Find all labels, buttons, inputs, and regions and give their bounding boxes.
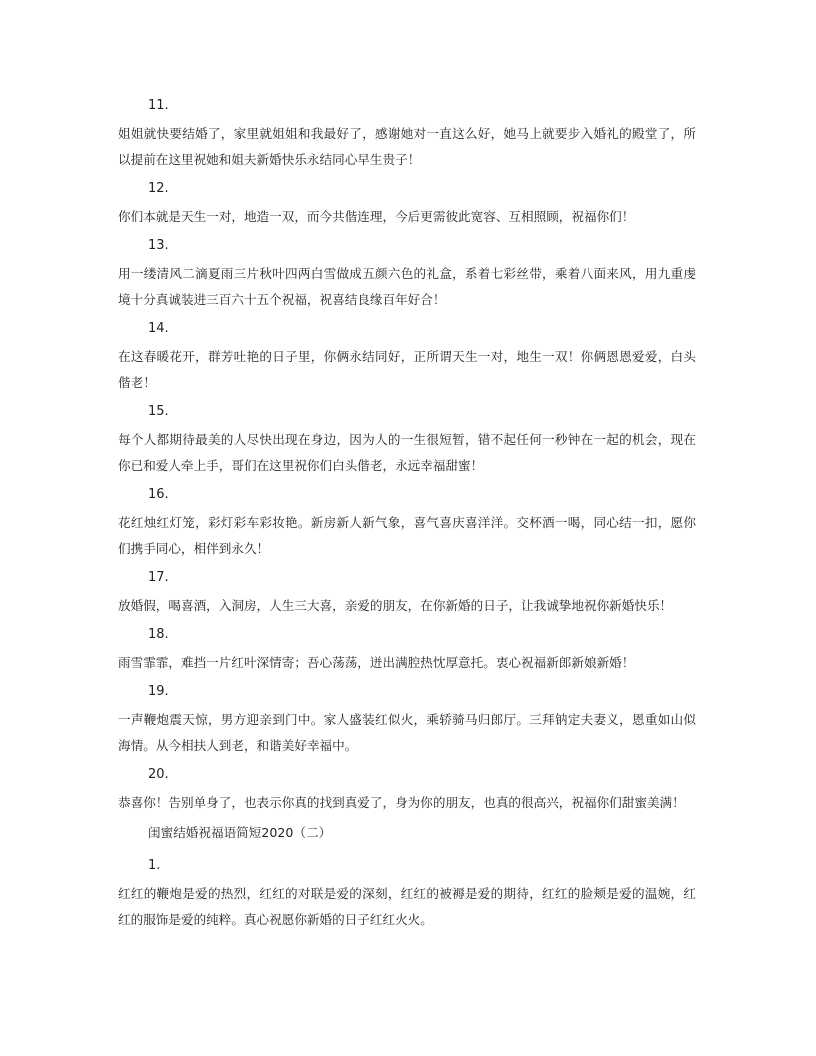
item-number: 17. [148,570,169,585]
item-number: 11. [148,98,169,113]
item-number: 13. [148,238,169,253]
list-item [118,402,696,479]
section-heading: 闺蜜结婚祝福语简短2020（二） [148,825,332,840]
list-item [118,319,696,396]
item-text: 放婚假，喝喜酒，入洞房，人生三大喜，亲爱的朋友，在你新婚的日子，让我诚挚地祝你新婚快乐！ [118,598,673,613]
item-number: 19. [148,684,169,699]
item-text: 雨雪霏霏，难挡一片红叶深情寄；吾心荡荡，迸出满腔热忱厚意托。衷心祝福新郎新娘新婚！ [118,655,635,670]
item-text: 恭喜你！告别单身了，也表示你真的找到真爱了，身为你的朋友，也真的很高兴，祝福你们甜蜜美满！ [118,795,685,810]
item-number: 14. [148,321,169,336]
item-number: 12. [148,181,169,196]
list-item [118,96,696,173]
item-text: 在这春暖花开，群芳吐艳的日子里，你俩永结同好，正所谓天生一对，地生一双！你俩恩恩爱爱，白头偕老！ [118,349,696,390]
item-text: 姐姐就快要结婚了，家里就姐姐和我最好了，感谢她对一直这么好，她马上就要步入婚礼的殿堂了，所以提前在这里祝她和姐夫新婚快乐永结同心早生贵子！ [118,126,696,167]
item-text: 花红烛红灯笼，彩灯彩车彩妆艳。新房新人新气象，喜气喜庆喜洋洋。交杯酒一喝，同心结一扣，愿你们携手同心，相伴到永久！ [118,515,696,556]
list-item [118,856,696,933]
list-item [118,568,696,619]
item-text: 每个人都期待最美的人尽快出现在身边，因为人的一生很短暂，错不起任何一秒钟在一起的机会，现在你已和爱人牵上手，哥们在这里祝你们白头偕老，永远幸福甜蜜！ [118,432,696,473]
list-item [118,485,696,562]
item-number: 20. [148,767,169,782]
item-text: 你们本就是天生一对，地造一双，而今共偕连理，今后更需彼此宽容、互相照顾，祝福你们！ [118,209,635,224]
item-number: 16. [148,487,169,502]
item-text: 用一缕清风二滴夏雨三片秋叶四两白雪做成五颜六色的礼盒，系着七彩丝带，乘着八面来风，用九重虔境十分真诚装进三百六十五个祝福，祝喜结良缘百年好合！ [118,266,696,307]
list-item [118,682,696,759]
item-number: 1. [148,858,161,873]
list-item [118,765,696,816]
item-number: 15. [148,404,169,419]
item-text: 一声鞭炮震天惊，男方迎亲到门中。家人盛装红似火，乘轿骑马归郎厅。三拜钠定夫妻义，恩重如山似海情。从今相扶人到老，和谐美好幸福中。 [118,712,696,753]
list-item [118,236,696,313]
list-item [118,625,696,676]
item-text: 红红的鞭炮是爱的热烈，红红的对联是爱的深刻，红红的被褥是爱的期待，红红的脸颊是爱的温婉，红红的服饰是爱的纯粹。真心祝愿你新婚的日子红红火火。 [118,886,696,927]
item-number: 18. [148,627,169,642]
document-body [118,96,696,939]
list-item [118,179,696,230]
